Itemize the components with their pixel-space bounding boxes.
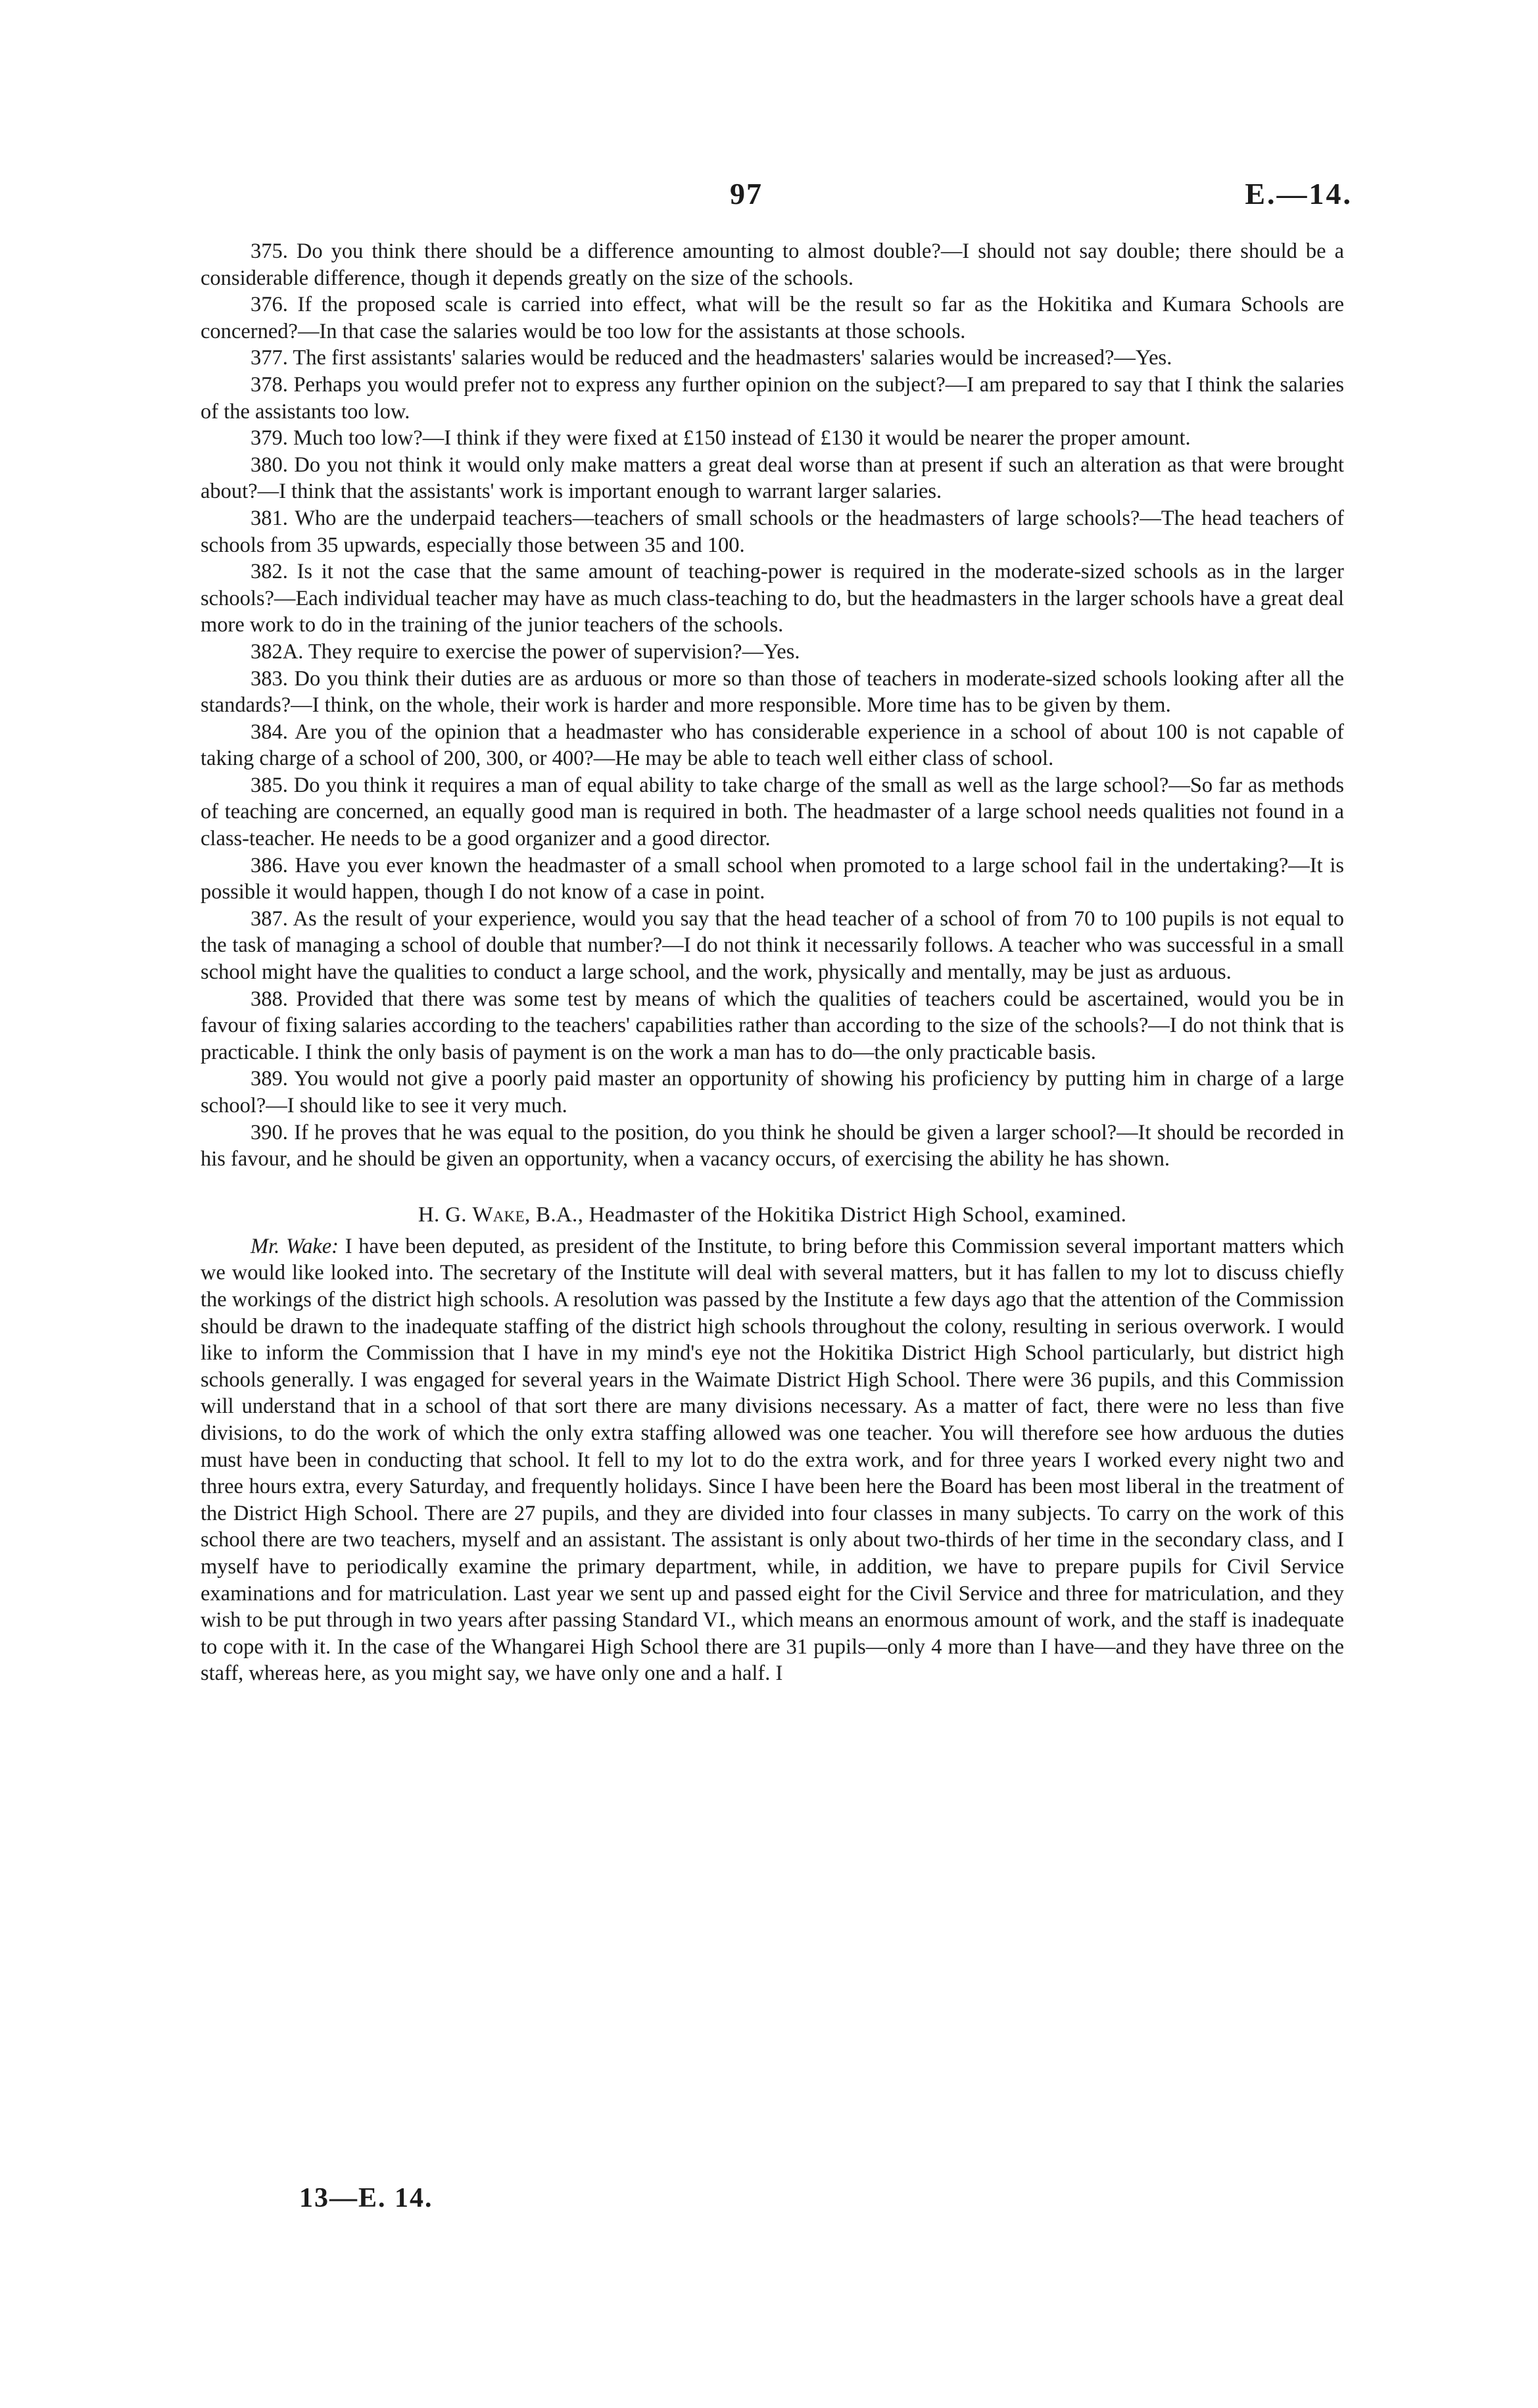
question-paragraph: [201, 291, 1344, 345]
answer-text: I do not think it necessarily follows. A teacher who was successful in a small school might have the qualities to conduct a large school, and the work, physically and mentally, may be just as arduous.: [201, 933, 1344, 985]
question-text: If the proposed scale is carried into effect, what will be the result so far as the Hokitika and Kumara Schools are concerned?—: [201, 293, 1345, 343]
question-number: 381.: [251, 506, 288, 530]
question-text: Do you think it requires a man of equal ability to take charge of the small as well as the large school?—: [293, 773, 1190, 797]
question-number: 388.: [251, 987, 288, 1011]
document-body: [201, 238, 1344, 1687]
question-paragraph: [201, 719, 1344, 772]
question-text: You would not give a poorly paid master an opportunity of showing his proficiency by putting him in charge of a large school?—: [201, 1067, 1345, 1118]
answer-text: I think that the assistants' work is important enough to warrant larger salaries.: [279, 479, 942, 504]
answer-text: In that case the salaries would be too low for the assistants at those schools.: [319, 319, 966, 343]
question-paragraph: [201, 666, 1344, 719]
question-number: 382A.: [251, 639, 304, 664]
question-text: Are you of the opinion that a headmaster who has considerable experience in a school of about 100 is not capable of taking charge of a school of 200, 300, or 400?—: [201, 720, 1344, 771]
question-text: Do you not think it would only make matters a great deal worse than at present if such an alteration as that were brought about?—: [201, 453, 1345, 504]
page-number: 97: [730, 177, 763, 210]
question-text: Provided that there was some test by means of which the qualities of teachers could be ascertained, would you be in favour of fixing salaries according to the teachers' capabilities rather than according to the size of the schools?—: [201, 987, 1344, 1038]
question-paragraph: [201, 345, 1344, 372]
statement-text: I have been deputed, as president of the Institute, to bring before this Commission several important matters which we would like looked into. The secretary of the Institute will deal with several matters, but it has fallen to my lot to discuss chiefly the workings of the district high schools. A resolution was passed by the Institute a few days ago that the attention of the Commission should be drawn to the inadequate staffing of the district high schools throughout the colony, resulting in serious overwork. I would like to inform the Commission that I have in my mind's eye not the Hokitika District High School particularly, but district high schools generally. I was engaged for several years in the Waimate District High School. There were 36 pupils, and this Commission will understand that in a school of that sort there are many divisions necessary. As a matter of fact, there were no less than five divisions, to do the work of which the only extra staffing allowed was one teacher. You will therefore see how arduous the duties must have been in conducting that school. It fell to my lot to do the extra work, and for three years I worked every night two and three hours extra, every Saturday, and frequently holidays. Since I have been here the Board has been most liberal in the treatment of the District High School. There are 27 pupils, and they are divided into four classes in many subjects. To carry on the work of this school there are two teachers, myself and an assistant. The assistant is only about two-thirds of her time in the secondary class, and I myself have to periodically examine the primary department, while, in addition, we have to prepare pupils for Civil Service examinations and for matriculation. Last year we sent up and passed eight for the Civil Service and three for matriculation, and they wish to be put through in two years after passing Standard VI., which means an enormous amount of work, and the staff is inadequate to cope with it. In the case of the Whangarei High School there are 31 pupils—only 4 more than I have—and they have three on the staff, whereas here, as you might say, we have only one and a half. I: [201, 1234, 1345, 1686]
answer-text: Yes.: [763, 639, 800, 664]
question-number: 376.: [251, 293, 288, 317]
question-paragraph: [201, 1066, 1344, 1119]
answer-text: It should be recorded in his favour, and he should be given an opportunity, when a vacancy occurs, of exercising the ability he has shown.: [201, 1120, 1345, 1171]
question-paragraph: [201, 852, 1344, 906]
question-paragraph: [201, 906, 1344, 986]
question-number: 378.: [251, 372, 288, 397]
question-text: The first assistants' salaries would be reduced and the headmasters' salaries would be increased?—: [293, 346, 1136, 370]
question-number: 382.: [251, 560, 288, 584]
question-text: Is it not the case that the same amount of teaching-power is required in the moderate-sized schools as in the larger schools?—: [201, 560, 1344, 610]
question-number: 389.: [251, 1067, 288, 1091]
question-paragraph: [201, 505, 1344, 558]
question-number: 383.: [251, 666, 288, 691]
question-paragraph: [201, 425, 1344, 452]
question-number: 385.: [251, 773, 288, 797]
question-paragraph: [201, 372, 1344, 425]
answer-text: I should like to see it very much.: [287, 1094, 567, 1118]
answer-text: He may be able to teach well either class of school.: [615, 747, 1054, 771]
question-number: 380.: [251, 453, 288, 477]
witness-description: , B.A., Headmaster of the Hokitika District High School, examined.: [524, 1202, 1127, 1227]
answer-text: I do not think that is practicable. I think the only basis of payment is on the work a man has to do—the only practicable basis.: [201, 1014, 1344, 1064]
question-text: Perhaps you would prefer not to express any further opinion on the subject?—: [293, 372, 967, 397]
question-number: 377.: [251, 346, 288, 370]
answer-text: I am prepared to say that I think the salaries of the assistants too low.: [201, 372, 1345, 424]
question-paragraph: [201, 772, 1344, 852]
answer-text: The head teachers of schools from 35 upwards, especially those between 35 and 100.: [201, 506, 1344, 557]
speaker-label: Mr. Wake:: [251, 1234, 339, 1258]
question-number: 386.: [251, 853, 288, 877]
witness-statement: [201, 1233, 1344, 1687]
answer-text: Yes.: [1135, 346, 1172, 370]
question-answer-list: [201, 238, 1344, 1173]
question-text: Who are the underpaid teachers—teachers of small schools or the headmasters of large schools?—: [295, 506, 1161, 530]
witness-heading: [201, 1202, 1344, 1228]
answer-text: I think if they were fixed at £150 instead of £130 it would be nearer the proper amount.: [444, 426, 1191, 451]
question-text: Much too low?—: [293, 426, 445, 451]
question-text: Have you ever known the headmaster of a small school when promoted to a large school fail in the undertaking?—: [295, 853, 1310, 877]
answer-text: I should not say double; there should be a considerable difference, though it depends greatly on the size of the schools.: [201, 239, 1344, 290]
answer-text: Each individual teacher may have as much class-teaching to do, but the headmasters in the larger schools have a great deal more work to do in the training of the junior teachers of the schools.: [201, 586, 1344, 637]
question-number: 384.: [251, 720, 288, 744]
question-text: They require to exercise the power of supervision?—: [308, 639, 764, 664]
question-paragraph: [201, 238, 1344, 291]
question-paragraph: [201, 639, 1344, 666]
witness-initials: H. G.: [418, 1202, 467, 1227]
question-text: As the result of your experience, would you say that the head teacher of a school of from 70 to 100 pupils is not equal to the task of managing a school of double that number?—: [201, 906, 1344, 958]
question-paragraph: [201, 986, 1344, 1066]
answer-text: So far as methods of teaching are concerned, an equally good man is required in both. The headmaster of a large school needs qualities not found in a class-teacher. He needs to be a good organizer and a good director.: [201, 773, 1344, 851]
question-number: 387.: [251, 906, 288, 931]
document-reference: E.—14.: [1245, 177, 1353, 210]
question-number: 379.: [251, 426, 288, 451]
question-text: Do you think there should be a difference amounting to almost double?—: [296, 239, 963, 263]
witness-surname: Wake: [472, 1202, 525, 1227]
question-paragraph: [201, 1119, 1344, 1173]
answer-text: It is possible it would happen, though I do not know of a case in point.: [201, 853, 1344, 904]
question-paragraph: [201, 558, 1344, 639]
question-text: If he proves that he was equal to the position, do you think he should be given a larger school?—: [294, 1120, 1138, 1144]
question-number: 390.: [251, 1120, 288, 1144]
signature-mark: 13—E. 14.: [299, 2183, 433, 2213]
answer-text: I think, on the whole, their work is harder and more responsible. More time has to be given by them.: [312, 693, 1171, 718]
question-text: Do you think their duties are as arduous or more so than those of teachers in moderate-sized schools looking after all the standards?—: [201, 666, 1345, 718]
question-paragraph: [201, 452, 1344, 505]
question-number: 375.: [251, 239, 288, 263]
